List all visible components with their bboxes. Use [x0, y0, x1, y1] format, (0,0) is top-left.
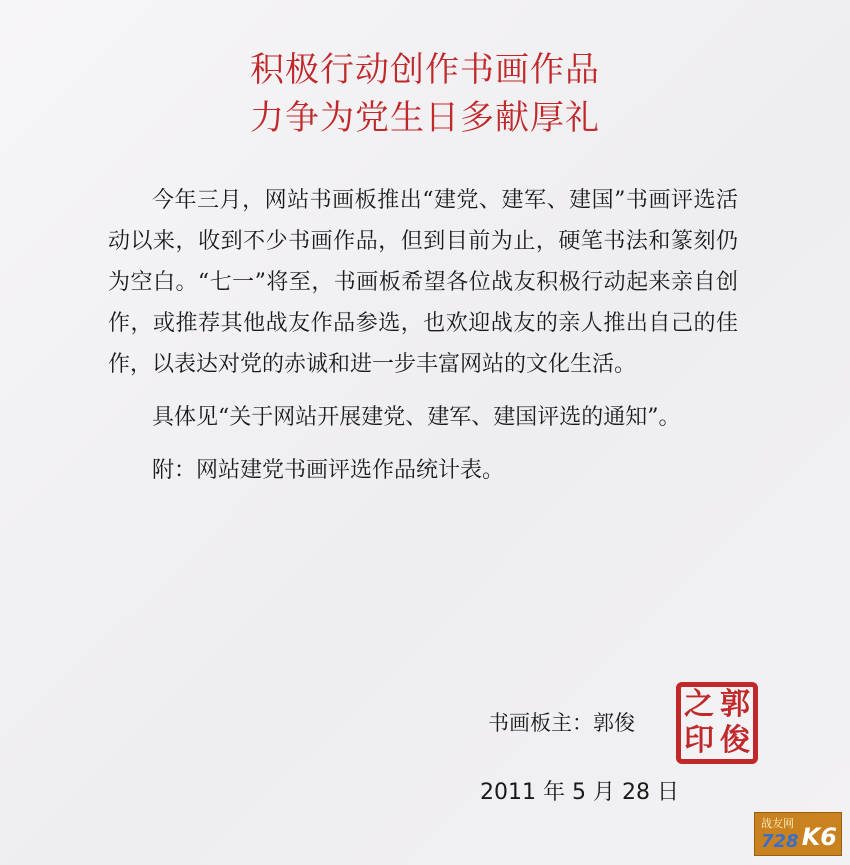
watermark-site-name: 战友网: [761, 817, 794, 830]
title-line-2: 力争为党生日多献厚礼: [250, 98, 600, 138]
watermark-brand: K6: [801, 823, 837, 851]
body-paragraph-1: 今年三月，网站书画板推出“建党、建军、建国”书画评选活动以来，收到不少书画作品，但到目前为止，硬笔书法和篆刻仍为空白。“七一”将至，书画板希望各位战友积极行动起来亲自创作，或推荐其他战友作品参选，也欢迎战友的亲人推出自己的佳作，以表达对党的赤诚和进一步丰富网站的文化生活。: [108, 188, 738, 377]
title-line-1: 积极行动创作书画作品: [250, 50, 600, 90]
seal-char: 之: [684, 687, 714, 722]
site-watermark-logo: [754, 812, 842, 856]
body-paragraph-3: 附：网站建党书画评选作品统计表。: [152, 458, 505, 483]
body-paragraph-2: 具体见“关于网站开展建党、建军、建国评选的通知”。: [152, 405, 681, 430]
seal-char: 俊: [720, 723, 750, 758]
watermark-number: 728: [761, 831, 799, 852]
notice-body: [108, 180, 738, 499]
red-seal-stamp: [676, 682, 758, 764]
date: 2011 年 5 月 28 日: [480, 780, 679, 805]
signature: 书画板主：郭俊: [488, 711, 635, 735]
seal-char: 郭: [720, 687, 750, 722]
seal-char: 印: [684, 723, 714, 758]
